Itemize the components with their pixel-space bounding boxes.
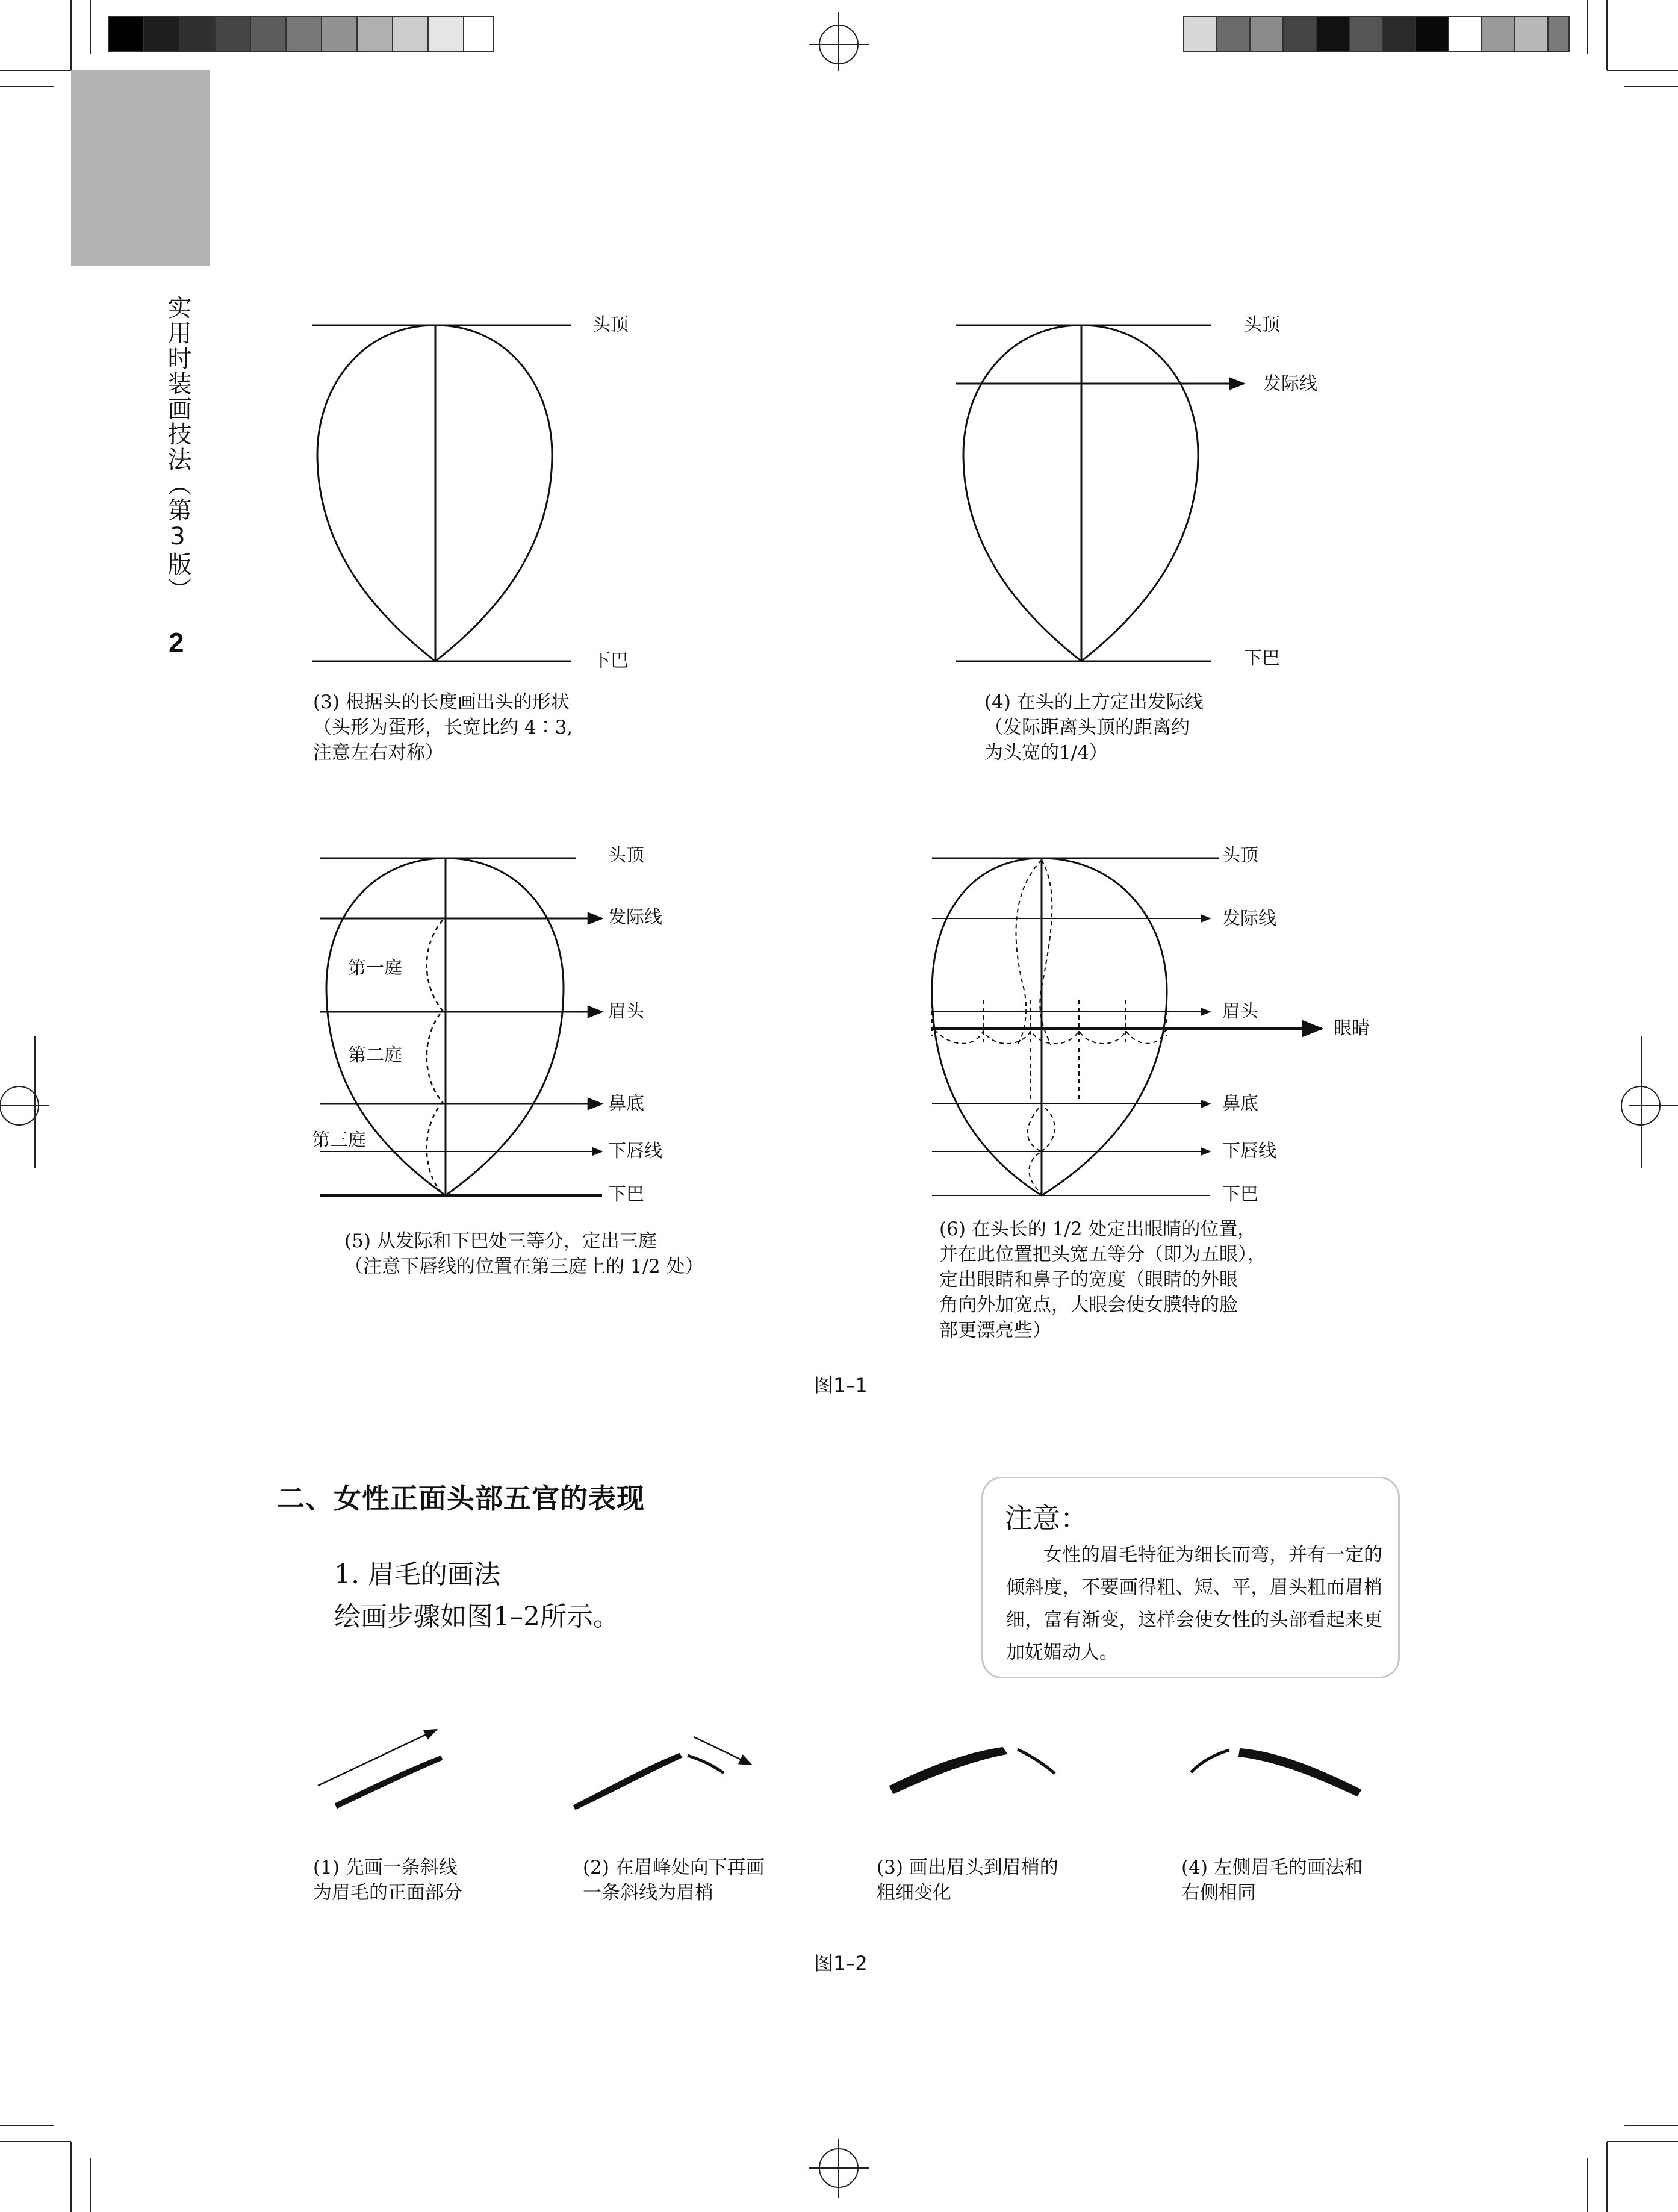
note-title: 注意： [1005, 1502, 1088, 1534]
eyebrow-step1-caption: (1) 先画一条斜线 为眉毛的正面部分 [313, 1857, 462, 1904]
eyebrow-step4-caption: (4) 左侧眉毛的画法和 右侧相同 [1181, 1857, 1363, 1904]
panel6-caption: (6) 在头长的 1/2 处定出眼睛的位置， 并在此位置把头宽五等分（即为五眼）， 定出眼睛和鼻子的宽度（眼睛的外眼 角向外加宽点，大眼会使女膜特的脸 部更漂亮些） [939, 1218, 1266, 1341]
figure2-label: 图1–2 [814, 1952, 868, 1975]
color-bar-left [108, 17, 494, 52]
subsection-steps-text: 绘画步骤如图1–2所示。 [334, 1601, 620, 1632]
panel6-label-brow: 眉头 [1222, 1001, 1258, 1022]
eyebrow-step2-caption: (2) 在眉峰处向下再画 一条斜线为眉梢 [583, 1857, 765, 1904]
panel3-label-top: 头顶 [592, 314, 629, 335]
panel6-label-hairline: 发际线 [1222, 908, 1276, 929]
panel6-label-nose: 鼻底 [1222, 1093, 1258, 1114]
panel5-label-hairline: 发际线 [608, 907, 662, 928]
page-number: 2 [169, 627, 184, 658]
panel5-label-nose: 鼻底 [608, 1093, 644, 1114]
note-box [981, 1477, 1400, 1678]
panel4-head-diagram [956, 325, 1244, 661]
panel6-label-lip: 下唇线 [1222, 1141, 1276, 1162]
book-title: 实用时装画技法（第3版） [164, 295, 191, 602]
panel5-label-lip: 下唇线 [608, 1141, 662, 1162]
eyebrow-step3-caption: (3) 画出眉头到眉梢的 粗细变化 [877, 1857, 1058, 1904]
panel5-zone2: 第二庭 [348, 1045, 402, 1066]
panel5-label-brow: 眉头 [608, 1001, 644, 1022]
figure1-label: 图1–1 [814, 1374, 868, 1397]
color-bar-right [1184, 17, 1569, 52]
panel6-label-chin: 下巴 [1222, 1184, 1258, 1205]
panel5-zone1: 第一庭 [348, 958, 402, 979]
panel3-caption: (3) 根据头的长度画出头的形状 （头形为蛋形，长宽比约 4∶3, 注意左右对称） [313, 691, 573, 764]
panel4-label-hairline: 发际线 [1263, 373, 1317, 394]
note-text: 女性的眉毛特征为细长而弯，并有一定的倾斜度，不要画得粗、短、平，眉头粗而眉梢细，富有渐变，这样会使女性的头部看起来更加妩媚动人。 [1006, 1544, 1382, 1663]
panel3-label-chin: 下巴 [592, 650, 629, 671]
registration-marks [0, 12, 1678, 2198]
panel4-label-top: 头顶 [1244, 314, 1280, 335]
panel5-zone3: 第三庭 [312, 1130, 366, 1151]
panel3-head-diagram [312, 325, 571, 661]
eyebrow-steps [318, 1730, 1361, 1809]
panel4-label-chin: 下巴 [1244, 648, 1280, 669]
panel4-caption: (4) 在头的上方定出发际线 （发际距离头顶的距离约 为头宽的1/4） [984, 691, 1204, 764]
panel6-label-top: 头顶 [1222, 845, 1258, 866]
panel5-caption: (5) 从发际和下巴处三等分，定出三庭 （注意下唇线的位置在第三庭上的 1/2 处） [344, 1230, 704, 1277]
panel5-label-top: 头顶 [608, 845, 644, 866]
subsection-eyebrow-title: 1. 眉毛的画法 [334, 1559, 500, 1590]
panel5-label-chin: 下巴 [608, 1184, 644, 1205]
section-heading: 二、女性正面头部五官的表现 [277, 1482, 645, 1515]
panel6-label-eyes: 眼睛 [1334, 1018, 1370, 1039]
